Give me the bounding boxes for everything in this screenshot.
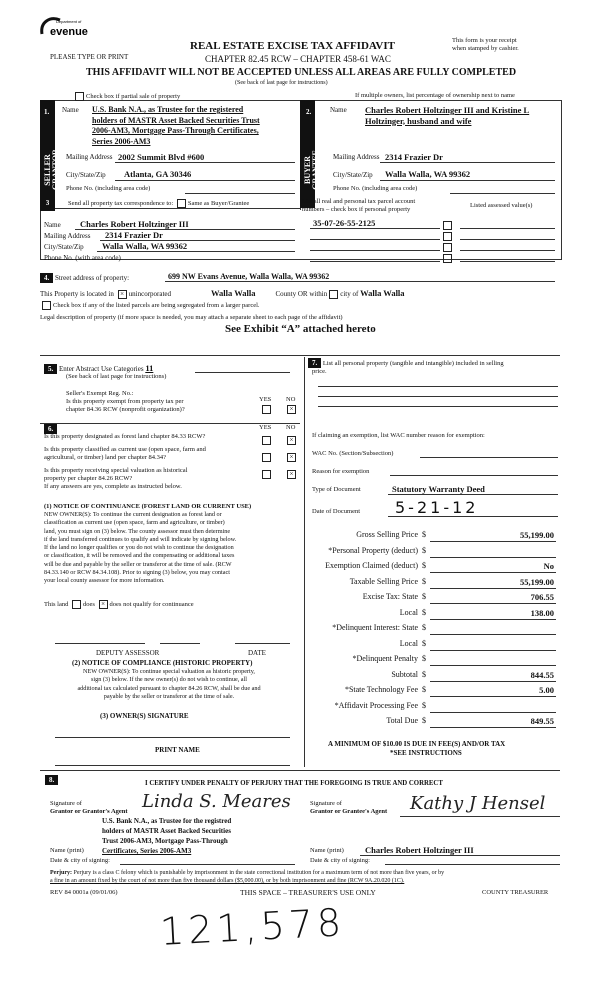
amount-label: Total Due (386, 716, 418, 725)
currency-symbol: $ (422, 592, 426, 601)
amount-underline (430, 619, 556, 620)
notice-compliance-title: (2) NOTICE OF COMPLIANCE (HISTORIC PROPERTY) (72, 659, 253, 667)
same-as-buyer-checkbox[interactable] (177, 199, 186, 208)
currency-symbol: $ (422, 700, 426, 710)
amount-row (308, 608, 560, 620)
amount-value: No (543, 561, 554, 571)
question-forest-land: Is this property designated as forest land chapter 84.33 RCW? (44, 433, 206, 440)
label: Name (330, 106, 347, 114)
amount-label: Excise Tax: State (362, 592, 418, 601)
amount-underline (430, 588, 556, 589)
exempt-no-checkbox[interactable]: × (285, 405, 298, 414)
tax-contact-city: Walla Walla, WA 99362 (102, 241, 188, 251)
amount-value: 138.00 (530, 607, 554, 618)
amount-row (308, 654, 560, 666)
personal-property-label: price. (312, 368, 327, 375)
currency-symbol: $ (422, 685, 426, 694)
label: Name (62, 106, 79, 114)
grantee-signature: Kathy J Hensel (410, 793, 546, 814)
amount-row (308, 561, 560, 573)
label: Mailing Address (44, 232, 91, 240)
currency-symbol: $ (422, 654, 426, 663)
question: chapter 84.36 RCW (nonprofit organization)? (66, 406, 185, 413)
svg-text:Department of: Department of (56, 19, 82, 24)
see-back: (See back of last page for instructions) (235, 80, 328, 86)
warning: THIS AFFIDAVIT WILL NOT BE ACCEPTED UNLESS ALL AREAS ARE FULLY COMPLETED (86, 67, 517, 78)
label: Grantor or Grantee's Agent (310, 808, 388, 815)
currency-symbol: $ (422, 669, 426, 679)
label: Date & city of signing: (50, 857, 110, 864)
buyer-name: Charles Robert Holtzinger III and Kristine L Holtzinger, husband and wife (365, 105, 530, 126)
multiple-owners-note: If multiple owners, list percentage of ownership next to name (355, 92, 515, 99)
send-correspondence-row: Send all property tax correspondence to: Same as Buyer/Grantee (68, 199, 250, 207)
label: Signature of (310, 800, 342, 807)
exempt-reg-label: Seller's Exempt Reg. No.: (66, 390, 134, 397)
personal-property-checkboxes[interactable] (441, 220, 454, 264)
amount-label: Local (399, 638, 418, 648)
unincorporated-checkbox[interactable]: × (118, 290, 127, 299)
currency-symbol: $ (422, 638, 426, 648)
amount-underline (430, 603, 556, 604)
tax-contact-name: Charles Robert Holtzinger III (80, 219, 189, 229)
perjury-notice: a fine in an amount fixed by the court of not more than five thousand dollars ($5,000.00), or by both imprisonment and fine (RCW 9A.20.020 (1C). (50, 878, 405, 884)
handwritten-number: 121,578 (158, 900, 347, 954)
amount-label: Taxable Selling Price (349, 576, 418, 586)
exempt-yes-checkbox[interactable] (260, 405, 273, 414)
owner-signature-label: (3) OWNER(S) SIGNATURE (100, 712, 189, 720)
assessed-label: Listed assessed value(s) (470, 202, 533, 209)
label: Phone No. (including area code) (66, 185, 151, 192)
amount-underline (430, 572, 556, 573)
parcel-number: 35-07-26-55-2125 (313, 218, 376, 228)
svg-text:evenue: evenue (50, 26, 88, 38)
label: Mailing Address (66, 153, 113, 161)
seller-name: U.S. Bank N.A., as Trustee for the registered holders of MASTR Asset Backed Securities Trust 2006-AM3, Mortgage Pass-Through Certificates, Series 2006-AM3 (92, 105, 260, 146)
label: Name (print) (50, 847, 84, 854)
deputy-assessor-label: DEPUTY ASSESSOR (96, 649, 160, 657)
certify-statement: I CERTIFY UNDER PENALTY OF PERJURY THAT THE FOREGOING IS TRUE AND CORRECT (145, 780, 443, 787)
question-current-use: Is this property classified as current use (open space, farm and (44, 446, 206, 453)
minimum-due-note: A MINIMUM OF $10.00 IS DUE IN FEE(S) AND/OR TAX (328, 740, 506, 748)
amount-underline (430, 634, 556, 635)
see-back: (See back of last page for instructions) (66, 373, 167, 380)
label: City/State/Zip (44, 243, 84, 251)
yes-header: YES (259, 424, 272, 431)
print-name-label: PRINT NAME (155, 746, 200, 754)
currency-symbol: $ (422, 607, 426, 617)
continuance-row: This land does × does not qualify for continuance (44, 600, 194, 608)
parcel-label: List all real and personal tax parcel account numbers – check box if personal property (302, 198, 416, 213)
tax-contact-mailing: 2314 Frazier Dr (105, 230, 163, 240)
form-title: REAL ESTATE EXCISE TAX AFFIDAVIT (190, 40, 395, 52)
chapter-line: CHAPTER 82.45 RCW – CHAPTER 458-61 WAC (205, 54, 391, 64)
yes-checkboxes[interactable] (260, 432, 273, 483)
city-checkbox[interactable] (329, 290, 338, 299)
amount-value: 55,199.00 (520, 530, 554, 540)
if-yes-note: If any answers are yes, complete as instructed below. (44, 483, 182, 490)
does-not-checkbox[interactable]: × (99, 600, 108, 609)
partial-sale-checkbox[interactable]: Check box if partial sale of property (73, 92, 180, 101)
amount-label: Local (399, 607, 418, 617)
legal-description: See Exhibit “A” attached hereto (225, 323, 376, 335)
grantor-name-print: U.S. Bank N.A., as Trustee for the registred holders of MASTR Asset Backed Securities Trust 2006-AM3, Mortgage Pass-Through Certificates, Series 2006-AM3 (102, 817, 232, 855)
amount-label: Exemption Claimed (deduct) (325, 561, 418, 570)
amount-label: Subtotal (391, 669, 418, 679)
amount-underline (430, 727, 556, 728)
section-number: 2. (306, 108, 312, 116)
label: Name (44, 221, 61, 229)
amount-label: *Personal Property (deduct) (328, 545, 418, 555)
perjury-notice: Perjury: Perjury is a class C felony which is punishable by imprisonment in the state correctional institution for a maximum term of not more than five years, or by (50, 870, 445, 876)
doc-type-label: Type of Document (312, 486, 361, 493)
amount-value: 844.55 (530, 669, 554, 680)
see-instructions-note: *SEE INSTRUCTIONS (390, 749, 462, 757)
wac-label: WAC No. (Section/Subsection) (312, 450, 394, 457)
amount-underline (430, 665, 556, 666)
section-number: 3 (40, 199, 55, 211)
currency-symbol: $ (422, 561, 426, 570)
currency-symbol: $ (422, 623, 426, 632)
seller-city: Atlanta, GA 30346 (124, 169, 192, 179)
please-type: PLEASE TYPE OR PRINT (50, 53, 129, 61)
amount-underline (430, 696, 556, 697)
currency-symbol: $ (422, 716, 426, 725)
label: Signature of (50, 800, 82, 807)
notice-continuance-title: (1) NOTICE OF CONTINUANCE (FOREST LAND OR CURRENT USE) (44, 503, 252, 510)
yes-header: YES (259, 396, 272, 403)
date-label: DATE (248, 649, 266, 657)
label: City/State/Zip (66, 171, 106, 179)
document-date: 5-21-12 (395, 498, 479, 517)
label: City/State/Zip (333, 171, 373, 179)
amount-underline (430, 681, 556, 682)
amount-row (308, 639, 560, 651)
amount-value: 5.00 (539, 685, 554, 695)
label: Mailing Address (333, 153, 380, 161)
location-row: This Property is located in × unincorporated Walla Walla County OR within city of Walla Walla (40, 288, 405, 298)
amount-row (308, 592, 560, 604)
reason-label: Reason for exemption (312, 468, 370, 475)
document-type: Statutory Warranty Deed (392, 484, 485, 494)
amount-value: 849.55 (530, 716, 554, 726)
property-street-address: 699 NW Evans Avenue, Walla Walla, WA 99362 (168, 272, 330, 281)
question: Is this property exempt from property tax per (66, 398, 184, 405)
buyer-city: Walla Walla, WA 99362 (385, 169, 471, 179)
treasurer-space: THIS SPACE – TREASURER'S USE ONLY (240, 888, 376, 897)
amount-underline (430, 557, 556, 558)
form-revision: REV 84 0001a (09/01/06) (50, 889, 118, 896)
amount-label: *Affidavit Processing Fee (334, 700, 418, 710)
currency-symbol: $ (422, 576, 426, 586)
label: Phone No. (with area code) (44, 254, 121, 262)
buyer-mailing-address: 2314 Frazier Dr (385, 152, 443, 162)
label: Name (print) (310, 847, 344, 854)
amount-underline (430, 541, 556, 542)
question-current-use: agricultural, or timber) land per chapter 84.34? (44, 454, 167, 461)
exemption-label: If claiming an exemption, list WAC number reason for exemption: (312, 432, 485, 439)
notice-compliance-text: NEW OWNER(S): To continue special valuation as historic property, sign (3) below. If the new owner(s) do not wish to continue, all additional tax calculated pursuant to chapter 84.26 RCW, shall be due and payable by the seller or transferor at the time of sale. (77, 668, 261, 700)
label: Date & city of signing: (310, 857, 370, 864)
grantee-name-print: Charles Robert Holtzinger III (365, 845, 474, 855)
amount-label: Gross Selling Price (356, 530, 418, 539)
segregated-row[interactable]: Check box if any of the listed parcels are being segregated from a larger parcel. (40, 301, 260, 310)
amount-value: 706.55 (530, 592, 554, 602)
seller-mailing-address: 2002 Summit Blvd #600 (118, 152, 205, 162)
no-checkboxes[interactable]: × × × (285, 432, 298, 483)
grantor-signature: Linda S. Meares (142, 791, 291, 812)
currency-symbol: $ (422, 530, 426, 539)
doc-date-label: Date of Document (312, 508, 361, 515)
currency-symbol: $ (422, 545, 426, 555)
amount-row (308, 530, 560, 542)
notice-continuance-text: NEW OWNER(S): To continue the current designation as forest land or classification as current use (open space, farm and agriculture, or timber) land, you must sign on (3) below. The county assessor must then determine if the land transferred continues to qualify and will indicate by signing below. If the land no longer qualifies or you do not wish to continue the designation or classification, it will be removed and the compensating or additional taxes will be due and payable by the seller or transferor at the time of sale. (RCW 84.33.140 or RCW 84.34.108). Prior to signing (3) below, you may contact your local county assessor for more information. (44, 511, 237, 585)
receipt-note: when stamped by cashier. (452, 45, 519, 52)
amount-row (308, 701, 560, 713)
amount-row (308, 577, 560, 589)
amount-row (308, 716, 560, 728)
seller-grantor-label: SELLER GRANTOR (43, 149, 60, 190)
amount-row (308, 546, 560, 558)
section-number: 1. (44, 108, 50, 116)
section-8-number: 8. (45, 775, 58, 785)
legal-description-label: Legal description of property (if more space is needed, you may attach a separate sheet to each page of the affidavit) (40, 314, 343, 321)
amount-underline (430, 650, 556, 651)
buyer-grantee-label: BUYER GRANTEE (303, 150, 320, 190)
question-historic: property per chapter 84.26 RCW? (44, 475, 133, 482)
amount-label: *Delinquent Interest: State (332, 623, 418, 632)
revenue-logo (38, 14, 88, 38)
amount-label: *State Technology Fee (344, 685, 418, 694)
personal-property-label: 7. List all personal property (tangible and intangible) included in selling (308, 358, 504, 368)
amount-row (308, 623, 560, 635)
amount-label: *Delinquent Penalty (352, 654, 418, 663)
question-historic: Is this property receiving special valuation as historical (44, 467, 188, 474)
county-treasurer: COUNTY TREASURER (482, 889, 549, 896)
label: Grantor or Grantor's Agent (50, 808, 128, 815)
amount-value: 55,199.00 (520, 576, 554, 587)
does-checkbox[interactable] (72, 600, 81, 609)
no-header: NO (286, 396, 296, 403)
amount-row (308, 685, 560, 697)
section-6-number: 6. (44, 424, 57, 434)
receipt-note: This form is your receipt (452, 37, 517, 44)
street-row: 4. Street address of property: (40, 273, 129, 283)
amount-row (308, 670, 560, 682)
no-header: NO (286, 424, 296, 431)
label: Phone No. (including area code) (333, 185, 418, 192)
amount-underline (430, 712, 556, 713)
abstract-row: 5. Enter Abstract Use Categories 11 (44, 363, 153, 374)
